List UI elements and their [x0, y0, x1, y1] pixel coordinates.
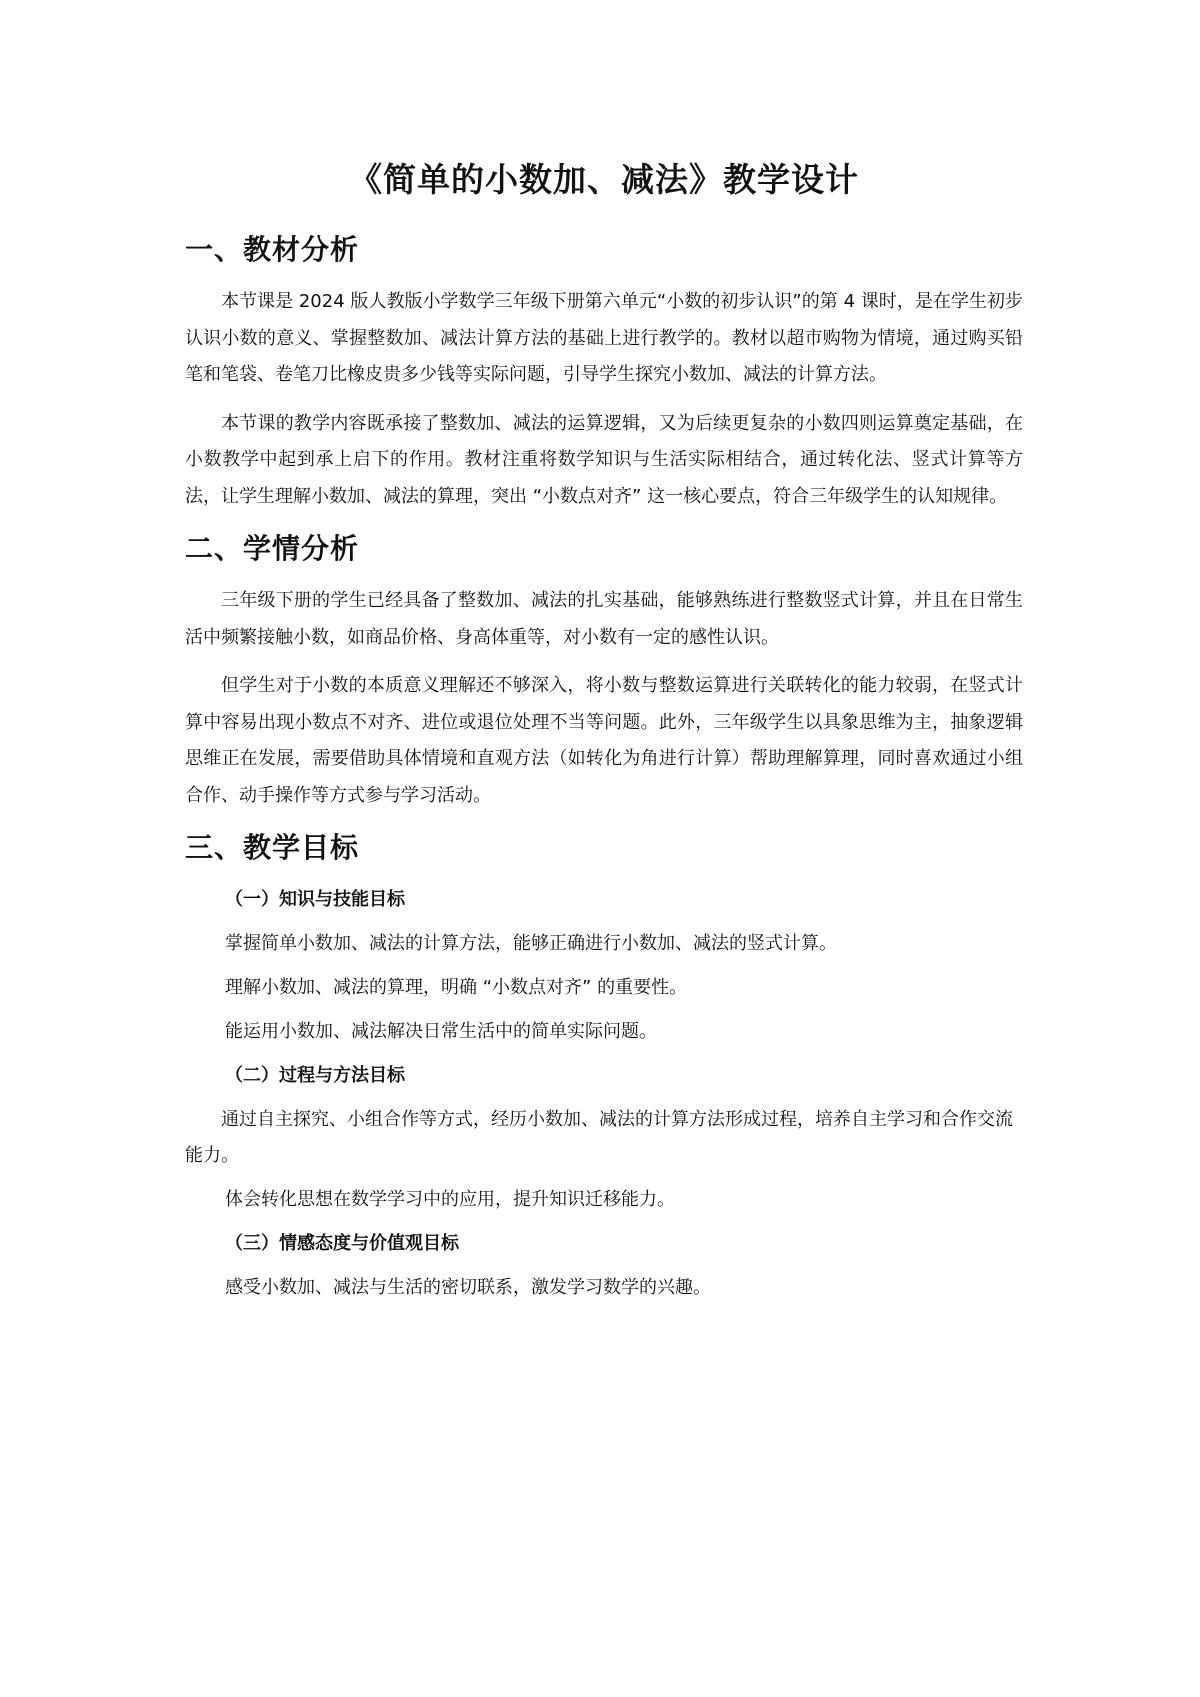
section-heading: 三、教学目标 [185, 831, 360, 864]
section-learner-analysis [185, 529, 1023, 814]
document-title: 《简单的小数加、减法》教学设计 [349, 160, 859, 199]
subsection-heading: （一）知识与技能目标 [225, 889, 405, 910]
objective-item: 感受小数加、减法与生活的密切联系，激发学习数学的兴趣。 [225, 1277, 711, 1298]
section-heading: 二、学情分析 [185, 532, 360, 565]
objective-item: 掌握简单小数加、减法的计算方法，能够正确进行小数加、减法的竖式计算。 [225, 933, 837, 954]
subsection-heading: （三）情感态度与价值观目标 [225, 1233, 459, 1254]
paragraph: 本节课是 2024 版人教版小学数学三年级下册第六单元“小数的初步认识”的第 4 课时，是在学生初步认识小数的意义、掌握整数加、减法计算方法的基础上进行教学的。教材以超市购物为情境，通过购买铅笔和笔袋、卷笔刀比橡皮贵多少钱等实际问题，引导学生探究小数加、减法的计算方法。 [185, 291, 1023, 385]
objective-item: 体会转化思想在数学学习中的应用，提升知识迁移能力。 [225, 1189, 675, 1210]
section-textbook-analysis [185, 230, 1023, 515]
objective-item: 通过自主探究、小组合作等方式，经历小数加、减法的计算方法形成过程，培养自主学习和合作交流能力。 [185, 1109, 1013, 1166]
paragraph: 本节课的教学内容既承接了整数加、减法的运算逻辑，又为后续更复杂的小数四则运算奠定基础，在小数教学中起到承上启下的作用。教材注重将数学知识与生活实际相结合，通过转化法、竖式计算等方法，让学生理解小数加、减法的算理，突出 “小数点对齐” 这一核心要点，符合三年级学生的认知规律。 [185, 412, 1023, 507]
section-heading: 一、教材分析 [185, 233, 360, 266]
objective-item: 能运用小数加、减法解决日常生活中的简单实际问题。 [225, 1021, 657, 1042]
subsection-heading: （二）过程与方法目标 [225, 1065, 405, 1086]
document-page [185, 140, 1023, 1314]
objective-item: 理解小数加、减法的算理，明确 “小数点对齐” 的重要性。 [225, 977, 688, 998]
paragraph: 但学生对于小数的本质意义理解还不够深入，将小数与整数运算进行关联转化的能力较弱，在竖式计算中容易出现小数点不对齐、进位或退位处理不当等问题。此外，三年级学生以具象思维为主，抽象逻辑思维正在发展，需要借助具体情境和直观方法（如转化为角进行计算）帮助理解算理，同时喜欢通过小组合作、动手操作等方式参与学习活动。 [185, 675, 1023, 806]
paragraph: 三年级下册的学生已经具备了整数加、减法的扎实基础，能够熟练进行整数竖式计算，并且在日常生活中频繁接触小数，如商品价格、身高体重等，对小数有一定的感性认识。 [185, 590, 1023, 648]
section-teaching-objectives [185, 828, 1023, 1306]
